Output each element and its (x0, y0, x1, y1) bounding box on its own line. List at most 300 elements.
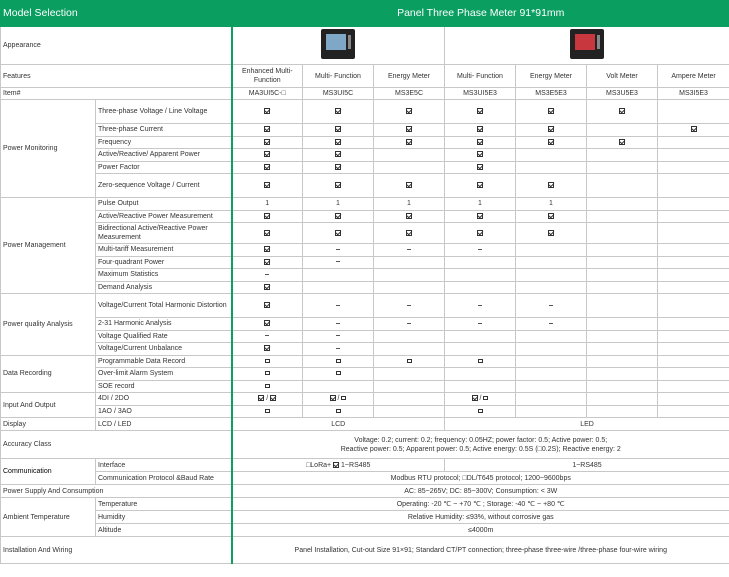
checkbox-checked-icon (264, 151, 270, 157)
spec-cell (303, 380, 374, 393)
feature-label: Zero-sequence Voltage / Current (96, 174, 232, 198)
spec-cell (516, 281, 587, 294)
checkbox-checked-icon (472, 395, 478, 401)
features-label: Features (1, 65, 232, 88)
spec-cell: 1 (303, 198, 374, 211)
checkbox-checked-icon (548, 126, 554, 132)
spec-cell (658, 393, 729, 406)
feature-label: Programmable Data Record (96, 355, 232, 368)
spec-cell (445, 100, 516, 124)
spec-cell (658, 355, 729, 368)
spec-cell (445, 355, 516, 368)
optional-box-icon (483, 396, 488, 400)
feature-label: Voltage/Current Unbalance (96, 343, 232, 356)
spec-cell (587, 393, 658, 406)
feature-label: Three-phase Current (96, 124, 232, 137)
checkbox-checked-icon (335, 230, 341, 236)
optional-box-icon (341, 396, 346, 400)
spec-cell: 1 (232, 198, 303, 211)
spec-cell (516, 269, 587, 282)
checkbox-checked-icon (264, 320, 270, 326)
ambient-category: Ambient Temperature (1, 498, 96, 537)
spec-cell (445, 244, 516, 257)
checkbox-checked-icon (270, 395, 276, 401)
spec-cell (658, 210, 729, 223)
optional-box-icon (265, 409, 270, 413)
dash-icon (407, 323, 411, 324)
checkbox-checked-icon (406, 182, 412, 188)
spec-cell (658, 380, 729, 393)
display-lcd: LCD (232, 418, 445, 431)
checkbox-checked-icon (335, 164, 341, 170)
checkbox-checked-icon (258, 395, 264, 401)
spec-cell (658, 174, 729, 198)
checkbox-checked-icon (619, 108, 625, 114)
items-col-4: MS3UI5E3 (445, 88, 516, 100)
spec-cell (303, 330, 374, 343)
installation-category: Installation And Wiring (1, 537, 232, 564)
display-category: Display (1, 418, 96, 431)
spec-cell (445, 124, 516, 137)
spec-cell (516, 368, 587, 381)
optional-box-icon (336, 359, 341, 363)
spec-cell (232, 136, 303, 149)
spec-cell (658, 368, 729, 381)
spec-cell (303, 124, 374, 137)
spec-cell (587, 256, 658, 269)
checkbox-checked-icon (548, 213, 554, 219)
dash-icon (336, 305, 340, 306)
features-col-1: Enhanced Multi-Function (232, 65, 303, 88)
checkbox-checked-icon (264, 284, 270, 290)
power-supply-category: Power Supply And Consumption (1, 485, 232, 498)
spec-cell (587, 343, 658, 356)
interface-rs485: 1~RS485 (341, 461, 371, 469)
spec-cell (232, 223, 303, 244)
checkbox-checked-icon (406, 108, 412, 114)
spec-cell (658, 100, 729, 124)
spec-cell (232, 405, 303, 418)
spec-cell (587, 380, 658, 393)
display-led: LED (445, 418, 729, 431)
checkbox-checked-icon (264, 246, 270, 252)
spec-cell (232, 161, 303, 174)
dash-icon (478, 305, 482, 306)
feature-label: Four-quadrant Power (96, 256, 232, 269)
feature-label: 4DI / 2DO (96, 393, 232, 406)
checkbox-checked-icon (264, 259, 270, 265)
optional-box-icon (478, 359, 483, 363)
spec-cell (587, 136, 658, 149)
spec-cell (303, 368, 374, 381)
spec-cell (658, 161, 729, 174)
features-col-3: Energy Meter (374, 65, 445, 88)
checkbox-checked-icon (335, 126, 341, 132)
spec-cell (232, 330, 303, 343)
header-model-selection: Model Selection (1, 1, 232, 27)
spec-cell (374, 149, 445, 162)
spec-cell (516, 318, 587, 331)
optional-box-icon (478, 409, 483, 413)
checkbox-checked-icon (548, 182, 554, 188)
spec-cell (232, 149, 303, 162)
accuracy-line-2: Reactive power: 0.5; Apparent power: 0.5; Active energy: 0.5S (□0.2S); Reactive energy: 2 (340, 445, 621, 453)
checkbox-checked-icon (335, 213, 341, 219)
features-col-6: Volt Meter (587, 65, 658, 88)
checkbox-checked-icon (264, 126, 270, 132)
protocol-label: Communication Protocol &Baud Rate (96, 472, 232, 485)
spec-cell (374, 174, 445, 198)
spec-cell (445, 149, 516, 162)
optional-box-icon (336, 409, 341, 413)
optional-box-icon (265, 384, 270, 388)
spec-cell: / (303, 393, 374, 406)
checkbox-checked-icon (548, 108, 554, 114)
items-col-7: MS3I5E3 (658, 88, 729, 100)
checkbox-checked-icon (264, 213, 270, 219)
spec-cell (587, 294, 658, 318)
spec-cell (658, 149, 729, 162)
category-label: Power Monitoring (1, 100, 96, 198)
meter-blue-image (321, 29, 355, 59)
display-label: LCD / LED (96, 418, 232, 431)
spec-cell (303, 149, 374, 162)
meter-red-image (570, 29, 604, 59)
spec-cell (445, 256, 516, 269)
spec-cell (658, 343, 729, 356)
checkbox-checked-icon (477, 108, 483, 114)
spec-cell (303, 223, 374, 244)
checkbox-checked-icon (619, 139, 625, 145)
spec-cell (374, 210, 445, 223)
checkbox-checked-icon (264, 302, 270, 308)
feature-label: Active/Reactive Power Measurement (96, 210, 232, 223)
feature-label: Over-limit Alarm System (96, 368, 232, 381)
spec-cell (658, 244, 729, 257)
items-col-2: MS3UI5C (303, 88, 374, 100)
spec-cell (658, 330, 729, 343)
spec-cell (445, 136, 516, 149)
features-col-7: Ampere Meter (658, 65, 729, 88)
spec-cell (303, 269, 374, 282)
optional-box-icon (265, 359, 270, 363)
dash-icon (407, 305, 411, 306)
spec-cell (658, 198, 729, 211)
feature-label: 2-31 Harmonic Analysis (96, 318, 232, 331)
feature-label: Multi-tariff Measurement (96, 244, 232, 257)
checkbox-checked-icon (264, 139, 270, 145)
ambient-label: Temperature (96, 498, 232, 511)
spec-cell (658, 124, 729, 137)
checkbox-checked-icon (406, 139, 412, 145)
checkbox-checked-icon (264, 108, 270, 114)
feature-label: Voltage/Current Total Harmonic Distortion (96, 294, 232, 318)
spec-cell (232, 269, 303, 282)
spec-cell (303, 100, 374, 124)
features-col-2: Multi- Function (303, 65, 374, 88)
spec-cell: 1 (374, 198, 445, 211)
spec-cell (232, 281, 303, 294)
spec-cell (232, 343, 303, 356)
spec-cell (445, 281, 516, 294)
spec-cell (303, 294, 374, 318)
checkbox-checked-icon (335, 139, 341, 145)
appearance-image-cell-1 (232, 27, 445, 65)
spec-cell (516, 149, 587, 162)
spec-cell: 1 (516, 198, 587, 211)
checkbox-checked-icon (335, 151, 341, 157)
spec-cell (516, 124, 587, 137)
power-supply-value: AC: 85~265V; DC: 85~300V; Consumption: < 3W (232, 485, 729, 498)
category-label: Data Recording (1, 355, 96, 393)
spec-cell (658, 223, 729, 244)
spec-cell (516, 161, 587, 174)
checkbox-checked-icon (264, 345, 270, 351)
spec-cell (587, 198, 658, 211)
spec-cell (587, 174, 658, 198)
spec-cell (232, 124, 303, 137)
ambient-label: Humidity (96, 511, 232, 524)
spec-cell (374, 244, 445, 257)
checkbox-checked-icon (477, 230, 483, 236)
dash-icon (336, 249, 340, 250)
spec-cell (587, 368, 658, 381)
checkbox-checked-icon (333, 462, 339, 468)
dash-icon (549, 305, 553, 306)
appearance-label: Appearance (1, 27, 232, 65)
appearance-image-cell-2 (445, 27, 729, 65)
items-col-3: MS3E5C (374, 88, 445, 100)
ambient-value: Relative Humidity: ≤93%, without corrosive gas (232, 511, 729, 524)
spec-cell (303, 405, 374, 418)
spec-cell (587, 330, 658, 343)
spec-cell (374, 124, 445, 137)
dash-icon (336, 335, 340, 336)
spec-cell (303, 244, 374, 257)
spec-cell (658, 318, 729, 331)
optional-box-icon (336, 371, 341, 375)
spec-cell (445, 330, 516, 343)
spec-cell (303, 318, 374, 331)
items-col-6: MS3U5E3 (587, 88, 658, 100)
spec-cell (374, 281, 445, 294)
spec-cell (374, 405, 445, 418)
checkbox-checked-icon (477, 213, 483, 219)
checkbox-checked-icon (330, 395, 336, 401)
checkbox-checked-icon (264, 230, 270, 236)
feature-label: SOE record (96, 380, 232, 393)
spec-cell (587, 281, 658, 294)
spec-cell (516, 174, 587, 198)
dash-icon (549, 323, 553, 324)
spec-cell (587, 100, 658, 124)
spec-cell (516, 380, 587, 393)
spec-cell (516, 244, 587, 257)
spec-cell: 1 (445, 198, 516, 211)
spec-cell (374, 294, 445, 318)
spec-cell (445, 161, 516, 174)
spec-cell (658, 256, 729, 269)
spec-cell (232, 380, 303, 393)
item-number-label: Item# (1, 88, 232, 100)
feature-label: Three-phase Voltage / Line Voltage (96, 100, 232, 124)
checkbox-checked-icon (691, 126, 697, 132)
spec-cell (303, 174, 374, 198)
items-col-5: MS3E5E3 (516, 88, 587, 100)
optional-box-icon (407, 359, 412, 363)
dash-icon (336, 348, 340, 349)
spec-cell (374, 355, 445, 368)
protocol-value: Modbus RTU protocol; □DL/T645 protocol; 1200~9600bps (232, 472, 729, 485)
communication-category: Communication (1, 459, 96, 485)
ambient-value: ≤4000m (232, 524, 729, 537)
spec-cell: / (232, 393, 303, 406)
feature-label: Demand Analysis (96, 281, 232, 294)
spec-cell (445, 223, 516, 244)
spec-cell (516, 330, 587, 343)
spec-cell (303, 136, 374, 149)
items-col-1: MA3UI5C-□ (232, 88, 303, 100)
dash-icon (336, 261, 340, 262)
spec-cell (374, 368, 445, 381)
checkbox-checked-icon (406, 213, 412, 219)
spec-cell (516, 393, 587, 406)
dash-icon (478, 249, 482, 250)
spec-cell (232, 244, 303, 257)
checkbox-checked-icon (548, 139, 554, 145)
features-col-4: Multi- Function (445, 65, 516, 88)
spec-cell (587, 405, 658, 418)
spec-cell (658, 136, 729, 149)
spec-cell (232, 256, 303, 269)
spec-cell (516, 210, 587, 223)
dash-icon (407, 249, 411, 250)
checkbox-checked-icon (477, 126, 483, 132)
spec-cell (658, 405, 729, 418)
features-col-5: Energy Meter (516, 65, 587, 88)
spec-cell (516, 355, 587, 368)
ambient-value: Operating: -20 ℃ ~ +70 ℃ ; Storage: -40 ℃ ~ +80 ℃ (232, 498, 729, 511)
spec-cell (232, 100, 303, 124)
dash-icon (478, 323, 482, 324)
checkbox-checked-icon (335, 182, 341, 188)
spec-cell (303, 355, 374, 368)
spec-cell (303, 210, 374, 223)
spec-cell: / (445, 393, 516, 406)
checkbox-checked-icon (477, 151, 483, 157)
feature-label: Frequency (96, 136, 232, 149)
spec-cell (587, 223, 658, 244)
spec-cell (445, 368, 516, 381)
spec-cell (445, 174, 516, 198)
spec-cell (303, 343, 374, 356)
dash-icon (265, 274, 269, 275)
spec-cell (232, 294, 303, 318)
spec-cell (445, 405, 516, 418)
spec-cell (587, 124, 658, 137)
spec-cell (516, 294, 587, 318)
spec-cell (303, 256, 374, 269)
checkbox-checked-icon (477, 164, 483, 170)
accuracy-value (232, 431, 729, 459)
feature-label: Pulse Output (96, 198, 232, 211)
checkbox-checked-icon (548, 230, 554, 236)
spec-cell (445, 269, 516, 282)
spec-cell (374, 343, 445, 356)
spec-cell (445, 318, 516, 331)
spec-cell (587, 355, 658, 368)
spec-cell (445, 380, 516, 393)
category-label: Input And Output (1, 393, 96, 418)
spec-cell (232, 210, 303, 223)
spec-cell (587, 318, 658, 331)
spec-cell (374, 161, 445, 174)
spec-cell (232, 355, 303, 368)
spec-cell (374, 380, 445, 393)
dash-icon (265, 335, 269, 336)
ambient-label: Altitude (96, 524, 232, 537)
spec-cell (587, 210, 658, 223)
spec-cell (374, 318, 445, 331)
spec-cell (374, 136, 445, 149)
spec-cell (374, 256, 445, 269)
interface-left (232, 459, 445, 472)
spec-cell (516, 136, 587, 149)
feature-label: Maximum Statistics (96, 269, 232, 282)
checkbox-checked-icon (335, 108, 341, 114)
feature-label: Power Factor (96, 161, 232, 174)
spec-cell (516, 343, 587, 356)
spec-cell (232, 368, 303, 381)
spec-cell (516, 405, 587, 418)
spec-cell (445, 210, 516, 223)
optional-box-icon (265, 371, 270, 375)
category-label: Power Management (1, 198, 96, 294)
header-panel-title: Panel Three Phase Meter 91*91mm (232, 1, 729, 27)
spec-cell (658, 281, 729, 294)
spec-cell (516, 100, 587, 124)
spec-cell (374, 330, 445, 343)
feature-label: Active/Reactive/ Apparent Power (96, 149, 232, 162)
checkbox-checked-icon (264, 164, 270, 170)
accuracy-category: Accuracy Class (1, 431, 232, 459)
checkbox-checked-icon (477, 182, 483, 188)
checkbox-checked-icon (477, 139, 483, 145)
spec-cell (303, 281, 374, 294)
feature-label: Bidirectional Active/Reactive Power Measurement (96, 223, 232, 244)
spec-cell (587, 269, 658, 282)
checkbox-checked-icon (406, 126, 412, 132)
category-label: Power quality Analysis (1, 294, 96, 356)
spec-cell (516, 223, 587, 244)
spec-cell (587, 244, 658, 257)
checkbox-checked-icon (406, 230, 412, 236)
spec-cell (232, 318, 303, 331)
accuracy-line-1: Voltage: 0.2; current: 0.2; frequency: 0.05HZ; power factor: 0.5; Active power: 0.5; (354, 436, 608, 444)
spec-cell (587, 161, 658, 174)
spec-cell (658, 269, 729, 282)
spec-cell (374, 393, 445, 406)
interface-lora: □LoRa+ (306, 461, 332, 469)
spec-cell (232, 174, 303, 198)
spec-cell (374, 269, 445, 282)
spec-cell (587, 149, 658, 162)
installation-value: Panel Installation, Cut-out Size 91×91; Standard CT/PT connection; three-phase three-wire /three-phase four-wire wiring (232, 537, 729, 564)
spec-cell (374, 100, 445, 124)
spec-cell (374, 223, 445, 244)
checkbox-checked-icon (264, 182, 270, 188)
spec-cell (516, 256, 587, 269)
